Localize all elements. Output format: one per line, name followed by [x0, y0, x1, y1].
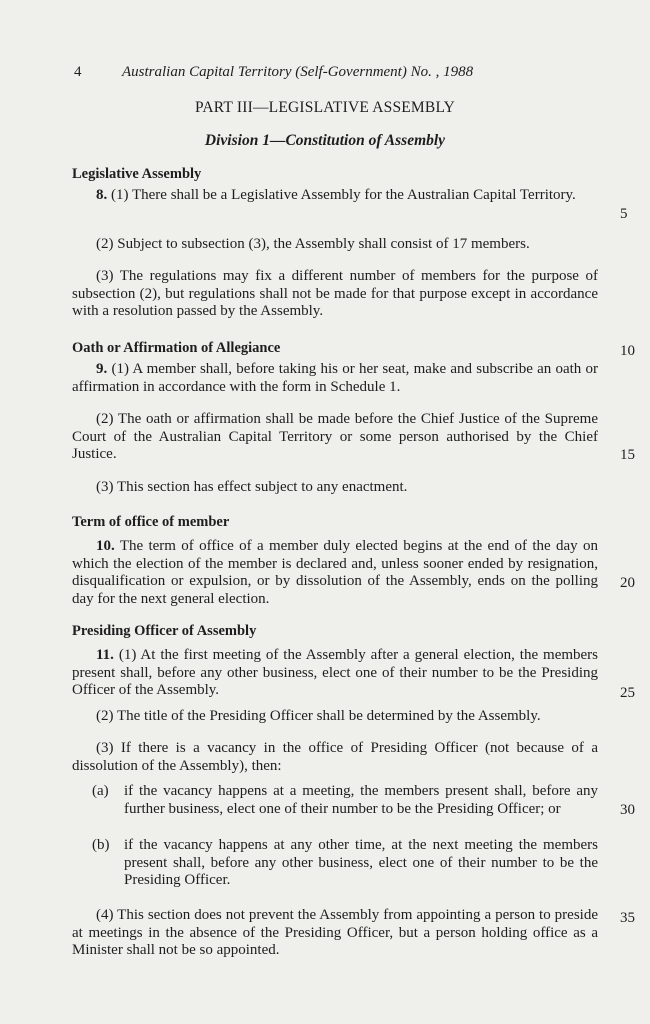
line-number: 5 — [620, 206, 628, 222]
section-8-1 — [72, 187, 598, 205]
line-number: 20 — [620, 575, 635, 591]
division-title: Division 1—Constitution of Assembly — [204, 132, 446, 149]
line-number: 30 — [620, 802, 635, 818]
section-8-2 — [72, 236, 598, 254]
section-8-number: 8. — [96, 187, 108, 203]
section-11-3-a — [92, 783, 598, 818]
section-11-4-text: (4) This section does not prevent the Assembly from appointing a person to preside at meetings in the absence of the Presiding Officer, but a person holding office as a Minister shall not be so appointed. — [72, 907, 598, 958]
line-number: 15 — [620, 447, 635, 463]
paragraph-b-label: (b) — [92, 837, 110, 853]
section-10-heading: Term of office of member — [72, 514, 230, 530]
section-9-2-text: (2) The oath or affirmation shall be made before the Chief Justice of the Supreme Court of the Australian Capital Territory or some person authorised by the Chief Justice. — [72, 411, 598, 462]
section-11-2 — [72, 708, 598, 726]
section-11-1-text: (1) At the first meeting of the Assembly after a general election, the members present shall, before any other business, elect one of their number to be the Presiding Officer of the Assembly. — [72, 647, 599, 698]
section-11-4 — [72, 907, 598, 960]
paragraph-a-label: (a) — [92, 783, 109, 799]
section-11-3 — [72, 740, 598, 775]
page-number: 4 — [74, 64, 82, 80]
paragraph-b-text: if the vacancy happens at any other time, at the next meeting the members present shall, before any other business, elect one of their number to be the Presiding Officer. — [124, 837, 598, 888]
paragraph-a-text: if the vacancy happens at a meeting, the members present shall, before any further business, elect one of their number to be the Presiding Officer; or — [124, 783, 598, 817]
line-number: 35 — [620, 910, 635, 926]
part-title: PART III—LEGISLATIVE ASSEMBLY — [195, 99, 455, 116]
section-10-number: 10. — [96, 538, 115, 554]
section-8-1-text: (1) There shall be a Legislative Assembly for the Australian Capital Territory. — [111, 187, 576, 203]
section-9-3 — [72, 479, 598, 497]
running-title: Australian Capital Territory (Self-Government) No. , 1988 — [122, 64, 474, 80]
section-9-number: 9. — [96, 361, 108, 377]
line-number: 10 — [620, 343, 635, 359]
section-9-2 — [72, 411, 598, 464]
section-8-heading: Legislative Assembly — [72, 166, 202, 182]
section-9-1 — [72, 361, 598, 396]
section-8-3 — [72, 268, 598, 321]
section-11-heading: Presiding Officer of Assembly — [72, 623, 257, 639]
section-11-2-text: (2) The title of the Presiding Officer shall be determined by the Assembly. — [96, 708, 541, 724]
section-8-2-text: (2) Subject to subsection (3), the Assembly shall consist of 17 members. — [96, 236, 530, 252]
section-9-3-text: (3) This section has effect subject to any enactment. — [96, 479, 408, 495]
section-11-number: 11. — [96, 647, 114, 663]
section-9-heading: Oath or Affirmation of Allegiance — [72, 340, 281, 356]
line-number: 25 — [620, 685, 635, 701]
section-11-3-b — [92, 837, 598, 890]
section-11-3-text: (3) If there is a vacancy in the office of Presiding Officer (not because of a dissolution of the Assembly), then: — [72, 740, 598, 774]
section-11-1 — [72, 647, 598, 700]
section-10-text: The term of office of a member duly elected begins at the end of the day on which the election of the member is declared and, unless sooner ended by resignation, disqualification or expulsion, or by dissolution of the Assembly, ends on the polling day for the next general election. — [72, 538, 598, 607]
section-10 — [72, 538, 598, 608]
section-8-3-text: (3) The regulations may fix a different number of members for the purpose of subsection (2), but regulations shall not be made for that purpose except in accordance with a resolution passed by the Assembly. — [72, 268, 598, 319]
section-9-1-text: (1) A member shall, before taking his or her seat, make and subscribe an oath or affirmation in accordance with the form in Schedule 1. — [72, 361, 599, 395]
